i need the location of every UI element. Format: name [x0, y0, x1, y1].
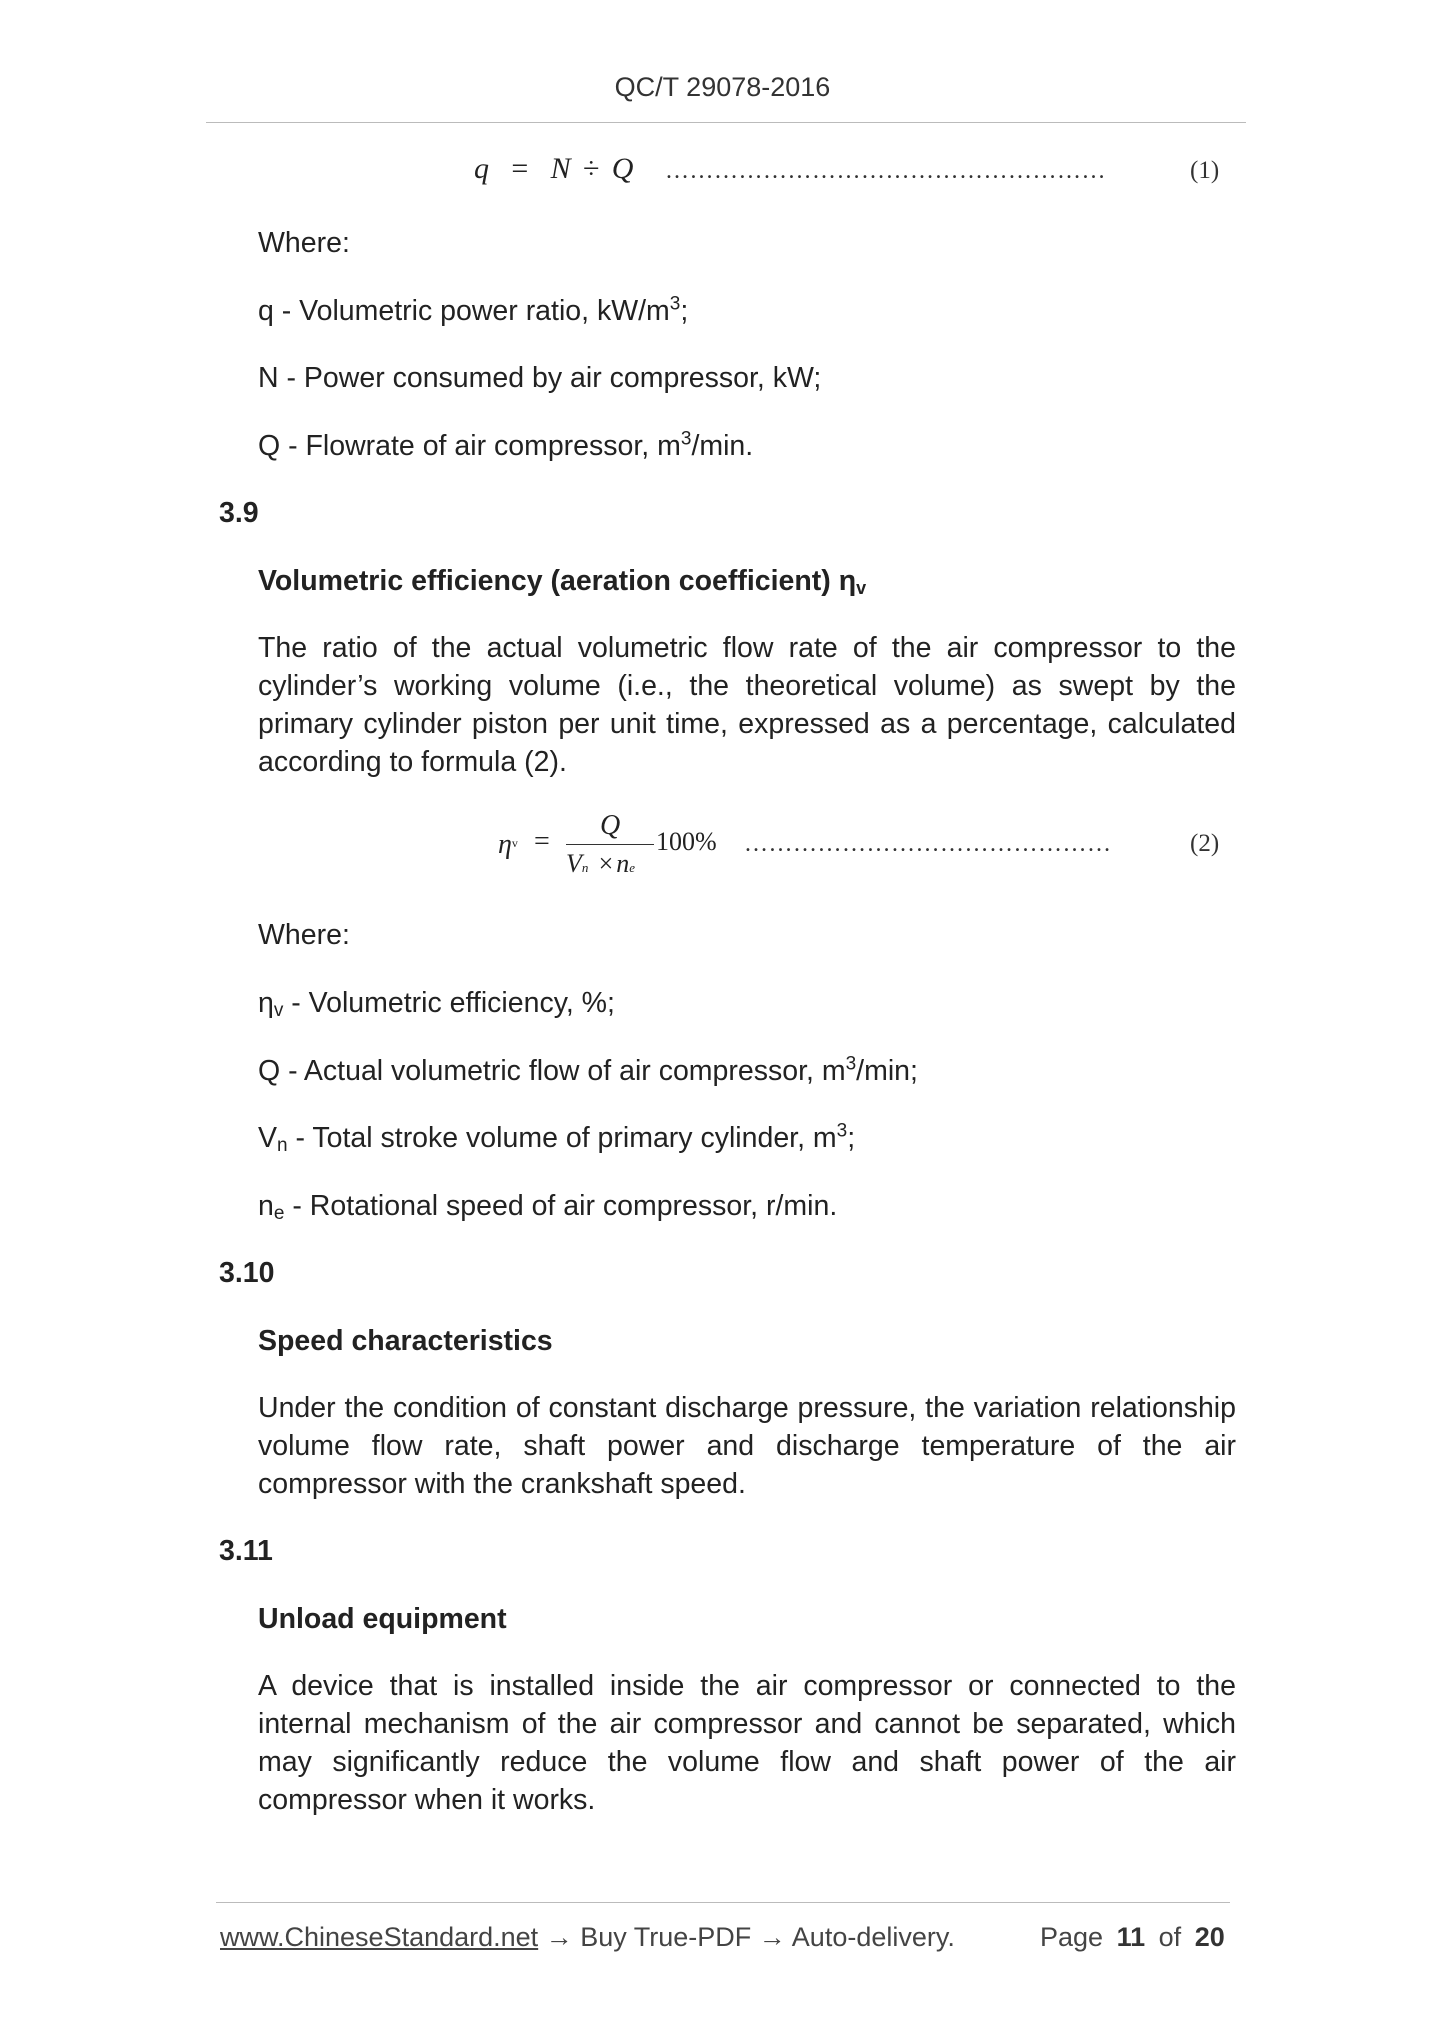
header-rule: [206, 122, 1246, 123]
def-Vn: [258, 1119, 855, 1157]
def-Q-actual-text: Q - Actual volumetric flow of air compressor, m: [258, 1055, 846, 1087]
eq2-denominator: [566, 848, 635, 879]
eq2-leader: ………………………………………: [744, 831, 1112, 857]
def-eta-sub: v: [273, 1000, 284, 1021]
eq1-number: (1): [1190, 157, 1220, 184]
section-3-9-title-sub: v: [856, 578, 867, 598]
def-Vn-exp: 3: [836, 1120, 848, 1142]
section-3-9-number: 3.9: [219, 497, 259, 529]
section-3-11-body: A device that is installed inside the air compressor or connected to the internal mechanism of the air compressor and cannot be separated, which may significantly reduce the volume flow and shaft power of the air compressor when it works.: [258, 1670, 1236, 1816]
eq1-leader: ………………………………………………: [665, 158, 1106, 184]
def-Vn-text: - Total stroke volume of primary cylinder, m: [287, 1122, 837, 1154]
def-Vn-sub: n: [277, 1135, 288, 1156]
eq2-den-times: ×: [598, 849, 614, 878]
section-3-9-title: [258, 562, 866, 600]
def-eta: [258, 984, 615, 1022]
eq2-numerator: Q: [600, 810, 621, 841]
section-3-9-body: The ratio of the actual volumetric flow rate of the air compressor to the cylinder’s working volume (i.e., the theoretical volume) as swept by the primary cylinder piston per unit time, expressed as a percentage, calculated according to formula (2).: [258, 632, 1236, 778]
auto-delivery: Auto-delivery.: [791, 1922, 955, 1952]
eq2-den-vsub: n: [581, 860, 589, 875]
page-indicator: [1040, 1922, 1225, 1953]
def-eta-sym: η: [258, 987, 274, 1019]
def-ne-text: - Rotational speed of air compressor, r/min.: [284, 1190, 838, 1222]
eq2-fraction-bar: [566, 844, 654, 845]
def-Q-exp: 3: [680, 428, 692, 450]
eq1-Q: Q: [611, 152, 634, 185]
arrow-icon: →: [758, 1922, 786, 1952]
def-ne-sub: e: [273, 1203, 285, 1224]
section-3-9-title-text: Volumetric efficiency (aeration coefficient) η: [258, 565, 857, 597]
document-code-header: QC/T 29078-2016: [614, 72, 831, 102]
page-total: 20: [1194, 1922, 1225, 1952]
def-ne-sym: n: [258, 1190, 274, 1222]
page-word: Page: [1040, 1922, 1104, 1952]
def-ne: [258, 1187, 837, 1225]
eq2-equals: =: [534, 826, 550, 857]
arrow-icon: →: [545, 1922, 573, 1952]
section-3-11-number: 3.11: [219, 1535, 273, 1567]
section-3-10-number: 3.10: [219, 1257, 275, 1289]
def-q-end: ;: [680, 295, 689, 327]
site-link[interactable]: www.ChineseStandard.net: [220, 1922, 539, 1952]
eq2-den-v: V: [566, 849, 582, 878]
eq2-percent: 100%: [656, 827, 717, 856]
def-Q-end: /min.: [691, 430, 754, 462]
where-label-2: Where:: [258, 919, 350, 951]
eq2-eta-sub: v: [511, 836, 518, 850]
eq1-divide: ÷: [582, 152, 600, 185]
section-3-10-title: Speed characteristics: [258, 1325, 553, 1357]
footer-links: [220, 1922, 955, 1953]
def-Vn-sym: V: [258, 1122, 278, 1154]
eq2-eta: η: [498, 829, 512, 860]
def-eta-text: - Volumetric efficiency, %;: [283, 987, 615, 1019]
section-3-10-body: Under the condition of constant discharge pressure, the variation relationship volume flow rate, shaft power and discharge temperature of the air compressor with the crankshaft speed.: [258, 1392, 1236, 1500]
where-label: Where:: [258, 227, 350, 259]
def-Q: [258, 427, 753, 465]
page-number: 11: [1116, 1922, 1146, 1952]
def-Q-actual-end: /min;: [856, 1055, 918, 1087]
eq1-q: q: [474, 152, 489, 185]
def-Q-actual-exp: 3: [845, 1053, 857, 1075]
footer-rule: [216, 1902, 1230, 1903]
eq2-den-nsub: e: [629, 860, 636, 875]
def-Q-actual: [258, 1052, 918, 1090]
def-q-text: q - Volumetric power ratio, kW/m: [258, 295, 670, 327]
def-q-exp: 3: [669, 293, 681, 315]
of-word: of: [1158, 1922, 1182, 1952]
eq1-equals: =: [511, 152, 529, 185]
equation-2: [498, 812, 738, 882]
def-n: N - Power consumed by air compressor, kW;: [258, 362, 822, 394]
eq1-n: N: [550, 152, 571, 185]
eq2-den-n: n: [616, 849, 630, 878]
equation-1: [474, 152, 633, 186]
section-3-11-title: Unload equipment: [258, 1603, 507, 1635]
def-Vn-end: ;: [847, 1122, 856, 1154]
def-Q-text: Q - Flowrate of air compressor, m: [258, 430, 681, 462]
def-q: [258, 292, 688, 330]
buy-true-pdf: Buy True-PDF: [580, 1922, 752, 1952]
eq2-number: (2): [1190, 830, 1220, 857]
